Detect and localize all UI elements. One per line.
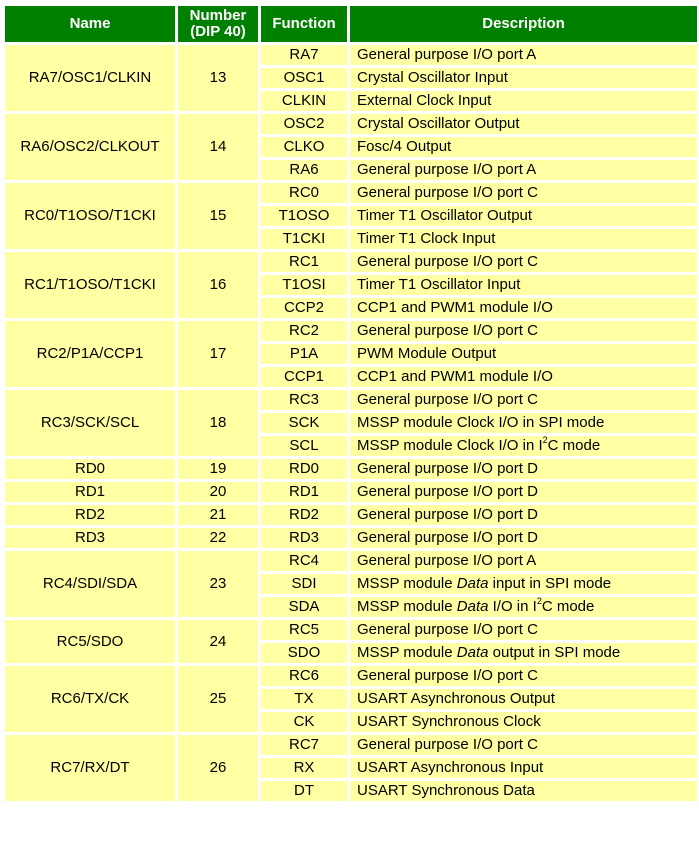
description-text: General purpose I/O port D xyxy=(357,460,538,477)
description-italic-text: Data xyxy=(456,598,489,615)
header-row xyxy=(5,6,697,42)
description-text: General purpose I/O port D xyxy=(357,506,538,523)
pin-number-cell: 17 xyxy=(178,321,258,387)
description-text: CCP1 and PWM1 module I/O xyxy=(357,368,553,385)
function-cell: CK xyxy=(261,712,347,732)
pin-number-cell: 14 xyxy=(178,114,258,180)
description-cell xyxy=(350,528,697,548)
description-text: General purpose I/O port D xyxy=(357,529,538,546)
pin-number-cell: 26 xyxy=(178,735,258,801)
function-cell: DT xyxy=(261,781,347,801)
description-text: USART Synchronous Data xyxy=(357,782,535,799)
table-body xyxy=(5,45,697,801)
pin-name-cell: RD3 xyxy=(5,528,175,548)
table-row xyxy=(5,252,697,272)
pin-number-cell: 19 xyxy=(178,459,258,479)
description-text: General purpose I/O port C xyxy=(357,253,538,270)
function-cell: CLKO xyxy=(261,137,347,157)
description-cell xyxy=(350,597,697,617)
table-row xyxy=(5,666,697,686)
pin-number-cell: 16 xyxy=(178,252,258,318)
description-cell xyxy=(350,344,697,364)
description-cell xyxy=(350,436,697,456)
description-cell xyxy=(350,781,697,801)
description-text: USART Asynchronous Input xyxy=(357,759,544,776)
table-row xyxy=(5,114,697,134)
pin-name-cell: RC0/T1OSO/T1CKI xyxy=(5,183,175,249)
function-cell: T1CKI xyxy=(261,229,347,249)
table-row xyxy=(5,735,697,755)
description-cell xyxy=(350,551,697,571)
description-cell xyxy=(350,482,697,502)
function-cell: RD3 xyxy=(261,528,347,548)
description-cell xyxy=(350,183,697,203)
description-text: MSSP module xyxy=(357,644,457,661)
table-row xyxy=(5,528,697,548)
function-cell: OSC1 xyxy=(261,68,347,88)
description-text: General purpose I/O port A xyxy=(357,552,537,569)
description-cell xyxy=(350,620,697,640)
description-text: General purpose I/O port C xyxy=(357,667,538,684)
header-number xyxy=(178,6,258,42)
pin-number-cell: 13 xyxy=(178,45,258,111)
description-superscript: 2 xyxy=(542,435,548,445)
function-cell: TX xyxy=(261,689,347,709)
description-text: output in SPI mode xyxy=(488,644,621,661)
description-cell xyxy=(350,114,697,134)
description-text: USART Asynchronous Output xyxy=(357,690,555,707)
description-text: Timer T1 Oscillator Input xyxy=(357,276,521,293)
description-text: Timer T1 Clock Input xyxy=(357,230,496,247)
function-cell: RC6 xyxy=(261,666,347,686)
description-cell xyxy=(350,666,697,686)
pin-name-cell: RD2 xyxy=(5,505,175,525)
description-text: MSSP module Clock I/O in I xyxy=(357,437,543,454)
function-cell: RA7 xyxy=(261,45,347,65)
function-cell: SCK xyxy=(261,413,347,433)
pin-name-cell: RD1 xyxy=(5,482,175,502)
pin-number-cell: 24 xyxy=(178,620,258,663)
description-cell xyxy=(350,252,697,272)
pin-number-cell: 21 xyxy=(178,505,258,525)
function-cell: SDO xyxy=(261,643,347,663)
description-text: USART Synchronous Clock xyxy=(357,713,541,730)
function-cell: RC0 xyxy=(261,183,347,203)
description-cell xyxy=(350,137,697,157)
description-text: I/O in I xyxy=(488,598,537,615)
description-text: General purpose I/O port D xyxy=(357,483,538,500)
header-name: Name xyxy=(5,6,175,42)
description-text: External Clock Input xyxy=(357,92,492,109)
description-text: Timer T1 Oscillator Output xyxy=(357,207,533,224)
description-cell xyxy=(350,206,697,226)
function-cell: RX xyxy=(261,758,347,778)
table-row xyxy=(5,620,697,640)
description-text: Crystal Oscillator Output xyxy=(357,115,520,132)
pin-name-cell: RA6/OSC2/CLKOUT xyxy=(5,114,175,180)
table-row xyxy=(5,459,697,479)
function-cell: CLKIN xyxy=(261,91,347,111)
description-text: Crystal Oscillator Input xyxy=(357,69,508,86)
description-cell xyxy=(350,712,697,732)
description-cell xyxy=(350,275,697,295)
pin-name-cell: RC6/TX/CK xyxy=(5,666,175,732)
pin-description-table xyxy=(2,3,699,804)
description-text: input in SPI mode xyxy=(488,575,612,592)
description-cell xyxy=(350,229,697,249)
function-cell: RC1 xyxy=(261,252,347,272)
pin-name-cell: RC7/RX/DT xyxy=(5,735,175,801)
description-cell xyxy=(350,390,697,410)
pin-name-cell: RA7/OSC1/CLKIN xyxy=(5,45,175,111)
function-cell: RD1 xyxy=(261,482,347,502)
function-cell: T1OSI xyxy=(261,275,347,295)
description-cell xyxy=(350,643,697,663)
function-cell: SDI xyxy=(261,574,347,594)
description-cell xyxy=(350,298,697,318)
function-cell: RC7 xyxy=(261,735,347,755)
description-text: General purpose I/O port C xyxy=(357,391,538,408)
function-cell: SDA xyxy=(261,597,347,617)
header-description: Description xyxy=(350,6,697,42)
pin-number-cell: 25 xyxy=(178,666,258,732)
description-text: General purpose I/O port A xyxy=(357,161,537,178)
description-cell xyxy=(350,413,697,433)
pin-name-cell: RC1/T1OSO/T1CKI xyxy=(5,252,175,318)
description-text: C mode xyxy=(541,598,595,615)
pin-name-cell: RC2/P1A/CCP1 xyxy=(5,321,175,387)
pin-number-cell: 22 xyxy=(178,528,258,548)
pin-number-cell: 23 xyxy=(178,551,258,617)
description-cell xyxy=(350,758,697,778)
function-cell: SCL xyxy=(261,436,347,456)
pin-number-cell: 18 xyxy=(178,390,258,456)
function-cell: RA6 xyxy=(261,160,347,180)
description-text: MSSP module xyxy=(357,575,457,592)
function-cell: CCP1 xyxy=(261,367,347,387)
description-cell xyxy=(350,321,697,341)
description-text: General purpose I/O port C xyxy=(357,621,538,638)
function-cell: RC4 xyxy=(261,551,347,571)
function-cell: OSC2 xyxy=(261,114,347,134)
description-text: Fosc/4 Output xyxy=(357,138,452,155)
table-row xyxy=(5,45,697,65)
pin-name-cell: RC3/SCK/SCL xyxy=(5,390,175,456)
pin-number-cell: 15 xyxy=(178,183,258,249)
description-cell xyxy=(350,45,697,65)
table-row xyxy=(5,551,697,571)
header-number-line1: Number xyxy=(189,7,247,24)
description-cell xyxy=(350,160,697,180)
description-cell xyxy=(350,574,697,594)
description-text: PWM Module Output xyxy=(357,345,497,362)
description-cell xyxy=(350,735,697,755)
header-function: Function xyxy=(261,6,347,42)
description-text: MSSP module xyxy=(357,598,457,615)
function-cell: RC2 xyxy=(261,321,347,341)
description-text: General purpose I/O port C xyxy=(357,184,538,201)
function-cell: P1A xyxy=(261,344,347,364)
pin-name-cell: RC5/SDO xyxy=(5,620,175,663)
description-text: C mode xyxy=(547,437,601,454)
description-cell xyxy=(350,91,697,111)
pin-name-cell: RD0 xyxy=(5,459,175,479)
function-cell: RC3 xyxy=(261,390,347,410)
description-cell xyxy=(350,505,697,525)
function-cell: RC5 xyxy=(261,620,347,640)
description-italic-text: Data xyxy=(456,644,489,661)
table-row xyxy=(5,321,697,341)
function-cell: CCP2 xyxy=(261,298,347,318)
pin-name-cell: RC4/SDI/SDA xyxy=(5,551,175,617)
description-cell xyxy=(350,689,697,709)
description-cell xyxy=(350,367,697,387)
description-cell xyxy=(350,68,697,88)
description-cell xyxy=(350,459,697,479)
function-cell: RD2 xyxy=(261,505,347,525)
description-text: General purpose I/O port C xyxy=(357,736,538,753)
description-text: MSSP module Clock I/O in SPI mode xyxy=(357,414,605,431)
table-row xyxy=(5,482,697,502)
description-text: General purpose I/O port A xyxy=(357,46,537,63)
description-text: General purpose I/O port C xyxy=(357,322,538,339)
description-superscript: 2 xyxy=(536,596,542,606)
pin-number-cell: 20 xyxy=(178,482,258,502)
table-row xyxy=(5,505,697,525)
function-cell: RD0 xyxy=(261,459,347,479)
header-number-line2: (DIP 40) xyxy=(190,23,246,40)
function-cell: T1OSO xyxy=(261,206,347,226)
description-text: CCP1 and PWM1 module I/O xyxy=(357,299,553,316)
table-row xyxy=(5,390,697,410)
description-italic-text: Data xyxy=(456,575,489,592)
table-row xyxy=(5,183,697,203)
